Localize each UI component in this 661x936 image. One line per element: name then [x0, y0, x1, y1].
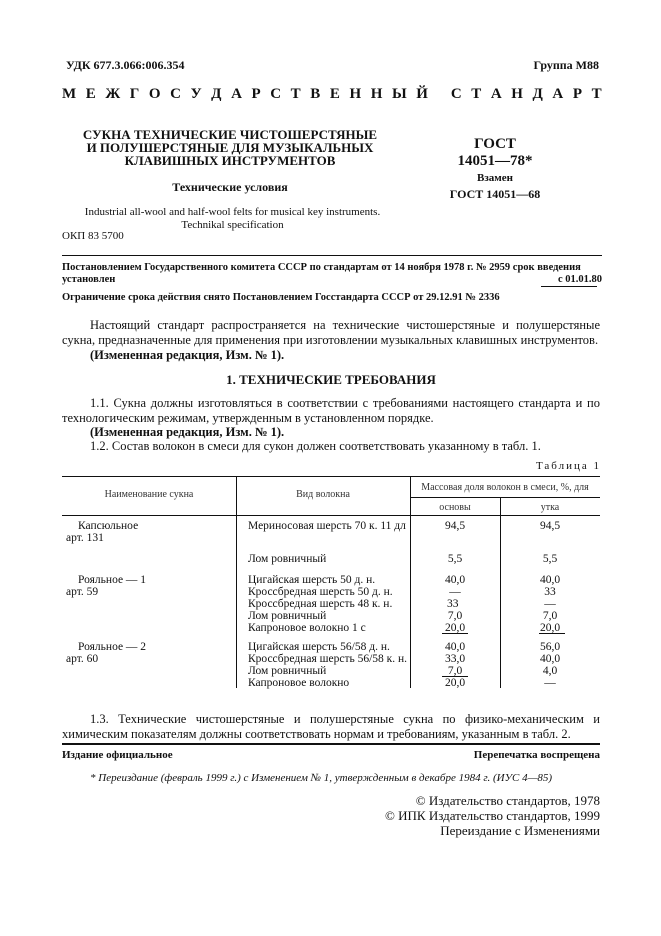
- decree-line-1: Постановлением Государственного комитета СССР по стандартам от 14 ноября 1978 г. № 2959 срок введения: [62, 262, 581, 273]
- table-row-fiber: Мериносовая шерсть 70 к. 11 дл: [248, 520, 406, 532]
- reprint-prohibited: Перепечатка воспрещена: [473, 749, 600, 761]
- gost-replaced: ГОСТ 14051—68: [449, 187, 541, 201]
- title-line-3: КЛАВИШНЫХ ИНСТРУМЕНТОВ: [124, 153, 336, 168]
- english-title-line-1: Industrial all-wool and half-wool felts for musical key instruments.: [84, 206, 381, 218]
- table-row-fiber: Кроссбредная шерсть 48 к. н.: [248, 598, 393, 610]
- table-row-fiber: Капроновое волокно: [248, 677, 350, 689]
- gost-label: ГОСТ: [474, 136, 516, 152]
- table-row-fiber: Кроссбредная шерсть 56/58 к. н.: [248, 653, 408, 665]
- table-row-base: 7,0: [447, 665, 463, 677]
- decree-line-2: установлен: [62, 274, 116, 285]
- separator-rule: [62, 255, 602, 256]
- banner-letter: Т: [471, 86, 482, 102]
- banner-letter: Н: [511, 86, 523, 102]
- table-row-fiber: Лом ровничный: [248, 665, 327, 677]
- th-mass-share: Массовая доля волокон в смеси, %, для: [421, 482, 589, 493]
- table-row-base: 7,0: [447, 610, 463, 622]
- table-row-weft: 33: [544, 586, 556, 598]
- intro-edition: (Измененная редакция, Изм. № 1).: [90, 348, 285, 362]
- banner-letter: В: [310, 86, 321, 102]
- banner-letter: С: [450, 86, 462, 102]
- table-row-fiber: Капроновое волокно 1 с: [248, 622, 366, 634]
- banner-letter: Р: [572, 86, 583, 102]
- table-subheader-rule: [410, 497, 600, 498]
- banner-letter: Р: [251, 86, 261, 102]
- table-row-base: 94,5: [444, 520, 466, 532]
- banner-letter: М: [62, 86, 77, 102]
- banner-letter: Т: [591, 86, 602, 102]
- table-row-base: 40,0: [444, 574, 466, 586]
- table-row-weft: 94,5: [539, 520, 561, 532]
- table-vline-1: [236, 476, 237, 688]
- document-title: [80, 128, 380, 167]
- title-line-1: СУКНА ТЕХНИЧЕСКИЕ ЧИСТОШЕРСТЯНЫЕ: [82, 127, 378, 142]
- table-row-weft: —: [544, 677, 556, 689]
- document-subtitle: Технические условия: [172, 180, 288, 194]
- section-1-heading: 1. ТЕХНИЧЕСКИЕ ТРЕБОВАНИЯ: [226, 372, 436, 387]
- banner-gap: [438, 86, 442, 103]
- table-group-art: арт. 131: [66, 532, 104, 544]
- table-row-weft: 56,0: [539, 641, 561, 653]
- banner-letter: А: [552, 86, 564, 102]
- th-weft: утка: [540, 502, 560, 513]
- table-1-caption: Таблица 1: [535, 460, 601, 472]
- restriction-text: Ограничение срока действия снято Постановлением Госстандарта СССР от 29.12.91 № 2336: [62, 292, 500, 303]
- th-fiber: Вид волокна: [296, 489, 350, 500]
- table-row-fiber: Цигайская шерсть 56/58 д. н.: [248, 641, 390, 653]
- table-row-weft: 40,0: [539, 653, 561, 665]
- banner-letter: У: [190, 86, 202, 102]
- udk-code: УДК 677.3.066:006.354: [66, 58, 185, 72]
- decree-date: с 01.01.80: [557, 274, 602, 285]
- english-title: [60, 206, 405, 232]
- banner-letter: Д: [532, 86, 543, 102]
- table-row-fiber: Кроссбредная шерсть 50 д. н.: [248, 586, 393, 598]
- paragraph-1-1-edition: (Измененная редакция, Изм. № 1).: [90, 425, 285, 439]
- copyright-line-3: Переиздание с Изменениями: [440, 823, 600, 838]
- table-row-base: 33,0: [444, 653, 466, 665]
- table-row-weft: 5,5: [542, 553, 558, 565]
- interstate-standard-banner: [62, 86, 602, 103]
- group-code: Группа М88: [533, 58, 599, 72]
- okp-code: ОКП 83 5700: [62, 230, 124, 242]
- intro-paragraph: Настоящий стандарт распространяется на технические чистошерстяные и полушерстяные сукна, предназначенные для применения при изготовлении музыкальных клавишных инструментов.: [62, 318, 600, 347]
- banner-letter: Ж: [105, 86, 121, 102]
- table-row-weft: 4,0: [542, 665, 558, 677]
- banner-letter: Н: [349, 86, 362, 102]
- table-row-base: 20,0: [444, 622, 466, 634]
- table-row-weft: 7,0: [542, 610, 558, 622]
- gost-block: [440, 136, 550, 202]
- banner-letter: С: [170, 86, 181, 102]
- table-top-rule: [62, 476, 600, 477]
- banner-letter: Е: [85, 86, 96, 102]
- table-group-name: Рояльное — 1: [78, 574, 147, 586]
- value-underline: [442, 676, 468, 677]
- table-row-base: —: [449, 586, 461, 598]
- copyright-line-1: © Издательство стандартов, 1978: [415, 793, 600, 808]
- banner-letter: С: [270, 86, 282, 102]
- value-underline: [442, 633, 468, 634]
- table-row-fiber: Лом ровничный: [248, 553, 327, 565]
- table-row-base: 33: [447, 598, 459, 610]
- table-header-bottom-rule: [62, 515, 600, 516]
- date-underline: [541, 286, 597, 287]
- table-row-fiber: Цигайская шерсть 50 д. н.: [248, 574, 376, 586]
- th-base: основы: [439, 502, 471, 513]
- th-name: Наименование сукна: [104, 489, 194, 500]
- table-group-name: Рояльное — 2: [78, 641, 147, 653]
- banner-letter: А: [231, 86, 242, 102]
- official-edition: Издание официальное: [62, 749, 173, 761]
- table-row-weft: 20,0: [539, 622, 561, 634]
- english-title-line-2: Technikal specification: [181, 219, 284, 231]
- table-row-base: 5,5: [447, 553, 463, 565]
- banner-letter: О: [148, 86, 161, 102]
- paragraph-1-3: 1.3. Технические чистошерстяные и полушерстяные сукна по физико-механическим и химическим показателям должны соответствовать нормам и требованиям, указанным в табл. 2.: [62, 712, 600, 741]
- banner-letter: Т: [290, 86, 301, 102]
- paragraph-1-1: 1.1. Сукна должны изготовляться в соответствии с требованиями настоящего стандарта и по технологическим режимам, утвержденным в установленном порядке.: [62, 396, 600, 425]
- footer-top-rule: [62, 743, 600, 745]
- table-row-base: 40,0: [444, 641, 466, 653]
- table-group-art: арт. 60: [66, 653, 99, 665]
- gost-number: 14051—78*: [457, 153, 533, 169]
- table-group-art: арт. 59: [66, 586, 99, 598]
- table-row-weft: —: [544, 598, 556, 610]
- banner-letter: А: [490, 86, 502, 102]
- title-line-2: И ПОЛУШЕРСТЯНЫЕ ДЛЯ МУЗЫКАЛЬНЫХ: [86, 140, 374, 155]
- banner-letter: Г: [129, 86, 140, 102]
- copyright-block: [385, 793, 600, 838]
- banner-letter: Ы: [391, 86, 407, 102]
- table-group-name: Капсюльное: [78, 520, 139, 532]
- gost-instead: Взамен: [477, 172, 513, 184]
- table-row-weft: 40,0: [539, 574, 561, 586]
- banner-letter: Е: [329, 86, 340, 102]
- decree-text: [62, 262, 602, 286]
- value-underline: [539, 633, 565, 634]
- paragraph-1-2: 1.2. Состав волокон в смеси для сукон должен соответствовать указанному в табл. 1.: [90, 439, 541, 453]
- table-row-base: 20,0: [444, 677, 466, 689]
- copyright-line-2: © ИПК Издательство стандартов, 1999: [385, 808, 600, 823]
- table-row-fiber: Лом ровничный: [248, 610, 327, 622]
- reissue-note: * Переиздание (февраль 1999 г.) с Изменением № 1, утвержденным в декабре 1984 г. (ИУС 4—85): [90, 772, 553, 784]
- banner-letter: Н: [370, 86, 383, 102]
- banner-letter: Й: [416, 86, 428, 102]
- banner-letter: Д: [211, 86, 222, 102]
